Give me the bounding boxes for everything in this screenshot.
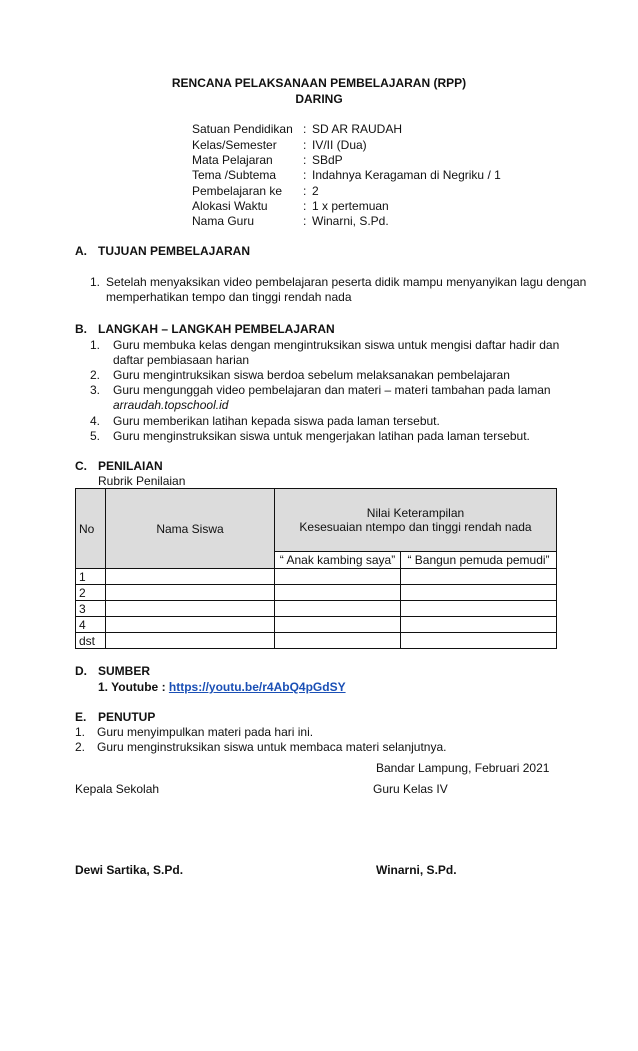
- cell-name: [106, 601, 275, 617]
- info-label: Satuan Pendidikan: [192, 122, 293, 136]
- table-row: [76, 585, 557, 601]
- cell-score: [401, 633, 557, 649]
- table-row: [76, 617, 557, 633]
- principal-role: Kepala Sekolah: [75, 782, 160, 796]
- section-b-item-line: daftar pembiasaan harian: [113, 353, 250, 367]
- section-c-title: PENILAIAN: [98, 459, 163, 473]
- section-b-item-num: 3.: [90, 383, 101, 397]
- section-b-title: LANGKAH – LANGKAH PEMBELAJARAN: [98, 322, 335, 336]
- info-value: Winarni, S.Pd.: [312, 214, 389, 228]
- info-value: 2: [312, 184, 319, 198]
- col-header-no: No: [76, 489, 106, 569]
- row-number: 2: [76, 585, 106, 601]
- table-row: [76, 633, 557, 649]
- section-b-item-num: 2.: [90, 368, 101, 382]
- section-b-item-line: Guru mengunggah video pembelajaran dan materi – materi tambahan pada laman: [113, 383, 551, 397]
- cell-score: [401, 569, 557, 585]
- info-colon: :: [303, 184, 307, 198]
- info-label: Alokasi Waktu: [192, 199, 268, 213]
- document-subtitle: DARING: [295, 92, 343, 106]
- section-b-item-num: 1.: [90, 338, 101, 352]
- section-b-item-line: Guru mengintruksikan siswa berdoa sebelum melaksanakan pembelajaran: [113, 368, 510, 382]
- section-b-letter: B.: [75, 322, 87, 336]
- section-b-item-line: Guru menginstruksikan siswa untuk mengerjakan latihan pada laman tersebut.: [113, 429, 530, 443]
- section-b-item-num: 5.: [90, 429, 101, 443]
- section-e-letter: E.: [75, 710, 87, 724]
- info-colon: :: [303, 122, 307, 136]
- youtube-link[interactable]: https://youtu.be/r4AbQ4pGdSY: [168, 680, 346, 694]
- source-item: [98, 680, 346, 694]
- principal-name: Dewi Sartika, S.Pd.: [75, 863, 184, 877]
- cell-name: [106, 569, 275, 585]
- cell-score: [275, 569, 401, 585]
- cell-score: [275, 633, 401, 649]
- cell-score: [401, 617, 557, 633]
- col-header-song2: “ Bangun pemuda pemudi”: [401, 552, 557, 569]
- info-value: 1 x pertemuan: [312, 199, 389, 213]
- info-value: SD AR RAUDAH: [312, 122, 403, 136]
- skill-subtitle: Kesesuaian ntempo dan tinggi rendah nada: [299, 520, 532, 534]
- info-colon: :: [303, 153, 307, 167]
- section-d-title: SUMBER: [98, 664, 151, 678]
- row-number: 4: [76, 617, 106, 633]
- section-d-letter: D.: [75, 664, 87, 678]
- rubric-table: [75, 488, 557, 649]
- teacher-role: Guru Kelas IV: [373, 782, 448, 796]
- row-number: 3: [76, 601, 106, 617]
- col-header-name: Nama Siswa: [106, 489, 275, 569]
- rubric-subtitle: Rubrik Penilaian: [98, 474, 186, 488]
- section-e-item-num: 1.: [75, 725, 86, 739]
- section-a-item-line: Setelah menyaksikan video pembelajaran peserta didik mampu menyanyikan lagu dengan: [106, 275, 587, 289]
- source-label: 1. Youtube :: [98, 680, 169, 694]
- section-b-item-num: 4.: [90, 414, 101, 428]
- info-label: Tema /Subtema: [192, 168, 277, 182]
- section-e-item-text: Guru menginstruksikan siswa untuk membaca materi selanjutnya.: [97, 740, 447, 754]
- cell-name: [106, 633, 275, 649]
- section-a-letter: A.: [75, 244, 87, 258]
- cell-name: [106, 585, 275, 601]
- cell-score: [401, 601, 557, 617]
- row-number: 1: [76, 569, 106, 585]
- place-date: Bandar Lampung, Februari 2021: [376, 761, 550, 775]
- teacher-name: Winarni, S.Pd.: [376, 863, 457, 877]
- info-colon: :: [303, 199, 307, 213]
- section-b-item-line: Guru membuka kelas dengan mengintruksikan siswa untuk mengisi daftar hadir dan: [113, 338, 560, 352]
- section-e-title: PENUTUP: [98, 710, 156, 724]
- info-value: IV/II (Dua): [312, 138, 367, 152]
- table-row: [76, 569, 557, 585]
- document-title: RENCANA PELAKSANAAN PEMBELAJARAN (RPP): [171, 76, 467, 90]
- section-a-item-line: memperhatikan tempo dan tinggi rendah nada: [106, 290, 352, 304]
- col-header-song1: “ Anak kambing saya”: [275, 552, 401, 569]
- info-colon: :: [303, 138, 307, 152]
- skill-title: Nilai Keterampilan: [366, 506, 465, 520]
- info-label: Pembelajaran ke: [192, 184, 283, 198]
- section-a-item-num: 1.: [90, 275, 101, 289]
- info-value: Indahnya Keragaman di Negriku / 1: [312, 168, 501, 182]
- cell-name: [106, 617, 275, 633]
- section-e-item-text: Guru menyimpulkan materi pada hari ini.: [97, 725, 314, 739]
- info-colon: :: [303, 168, 307, 182]
- cell-score: [275, 585, 401, 601]
- section-b-item-line: Guru memberikan latihan kepada siswa pada laman tersebut.: [113, 414, 440, 428]
- cell-score: [275, 617, 401, 633]
- section-e-item-num: 2.: [75, 740, 86, 754]
- col-header-skill: [275, 489, 557, 552]
- table-row: [76, 601, 557, 617]
- cell-score: [275, 601, 401, 617]
- info-value: SBdP: [312, 153, 343, 167]
- info-label: Nama Guru: [192, 214, 255, 228]
- info-label: Kelas/Semester: [192, 138, 277, 152]
- cell-score: [401, 585, 557, 601]
- row-number: dst: [76, 633, 106, 649]
- info-colon: :: [303, 214, 307, 228]
- info-label: Mata Pelajaran: [192, 153, 273, 167]
- section-c-letter: C.: [75, 459, 87, 473]
- section-a-title: TUJUAN PEMBELAJARAN: [98, 244, 251, 258]
- section-b-item-line: arraudah.topschool.id: [113, 398, 229, 412]
